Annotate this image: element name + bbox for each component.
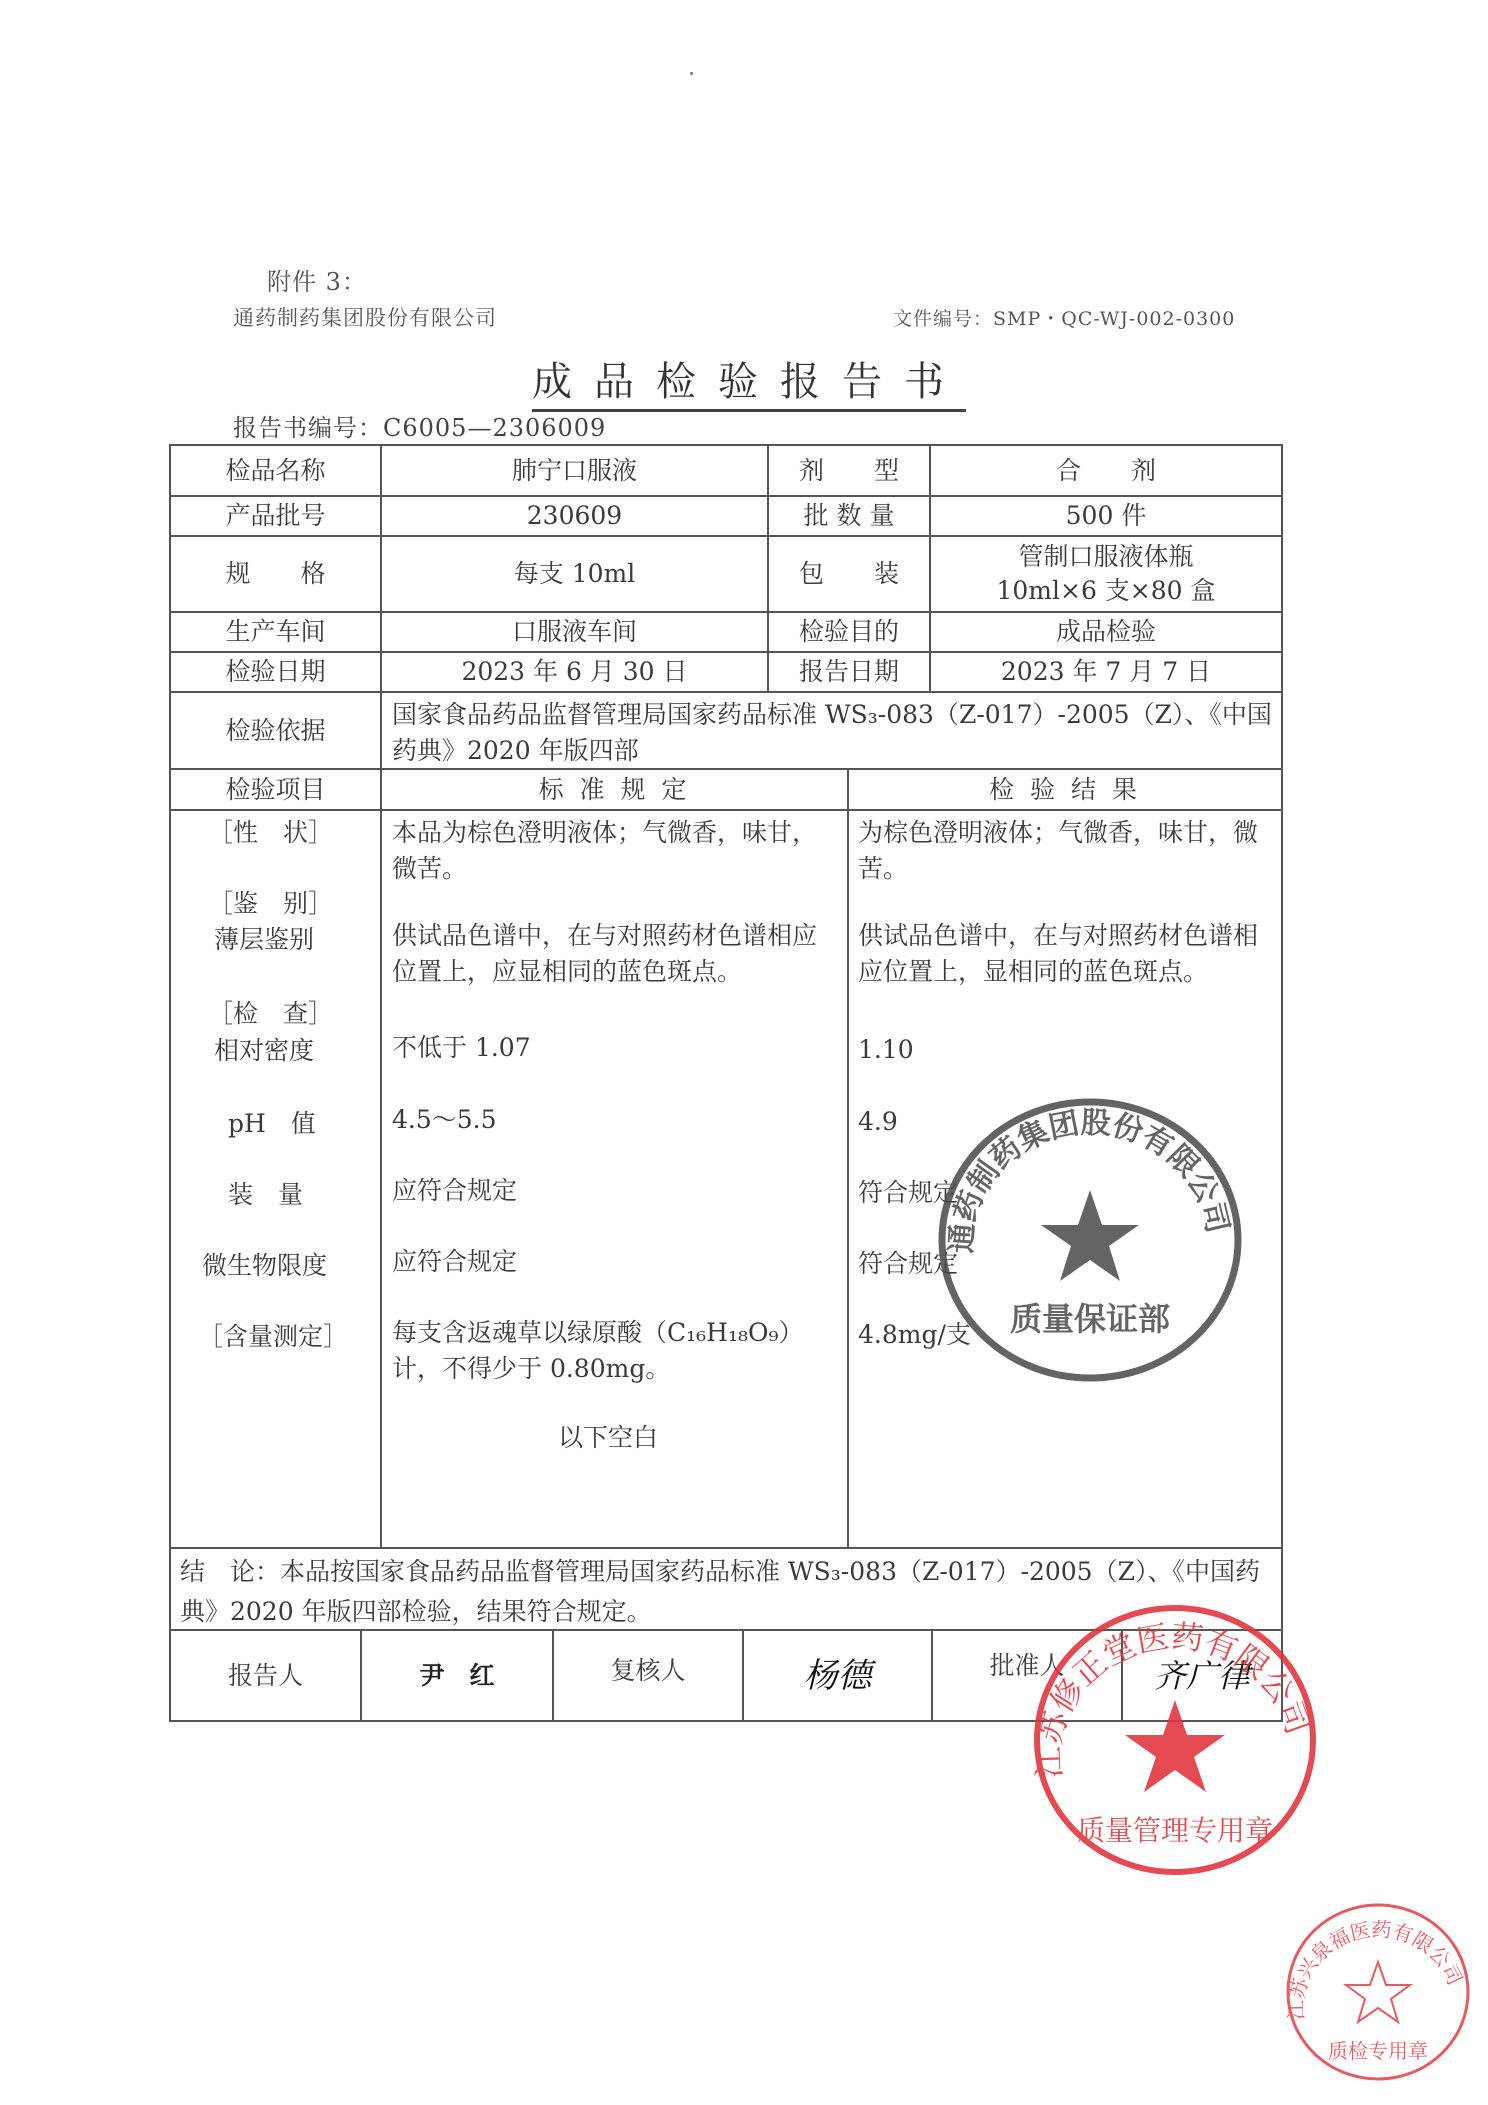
reviewer-signature: 杨德 — [803, 1655, 872, 1696]
test-standard: 本品为棕色澄明液体；气微香，味甘，微苦。 — [392, 818, 818, 883]
test-result: 供试品色谱中，在与对照药材色谱相应位置上，显相同的蓝色斑点。 — [858, 921, 1259, 986]
report-date-value: 2023 年 7 月 7 日 — [1000, 657, 1212, 686]
package-value — [931, 537, 1281, 611]
stamp-graphic — [1283, 1900, 1473, 2085]
row-divider — [169, 1547, 1283, 1549]
qc-stamp-center-text: 质检专用章 — [1328, 2039, 1428, 2063]
scan-speck — [690, 72, 693, 75]
spec-value: 每支 10ml — [513, 559, 636, 588]
attachment-label: 附件 3： — [267, 268, 367, 296]
document-title: 成品检验报告书 — [532, 350, 966, 412]
approver-signature: 齐广律 — [1153, 1656, 1250, 1695]
test-result: 4.9 — [858, 1107, 898, 1136]
test-item: pH 值 — [228, 1109, 316, 1138]
test-date-label: 检验日期 — [225, 657, 326, 686]
package-label: 包 装 — [798, 559, 899, 588]
test-standard: 每支含返魂草以绿原酸（C₁₆H₁₈O₉）计，不得少于 0.80mg。 — [392, 1318, 804, 1383]
test-item: ［含量测定］ — [198, 1322, 349, 1351]
test-result: 符合规定 — [858, 1178, 959, 1207]
qc-stamp-ring-text: 江苏兴泉福医药有限公司 — [1283, 1917, 1468, 2021]
col-header-item: 检验项目 — [225, 774, 326, 804]
qa-stamp-center-text: 质量保证部 — [1009, 1300, 1171, 1338]
test-standard: 供试品色谱中，在与对照药材色谱相应位置上，应显相同的蓝色斑点。 — [392, 921, 818, 986]
col-header-standard: 标 准 规 定 — [538, 774, 691, 804]
test-item-section: ［检 查］ — [208, 999, 334, 1028]
table-border-right — [1281, 444, 1283, 1722]
quality-management-stamp — [1030, 1600, 1320, 1880]
file-number: 文件编号：SMP・QC-WJ-002-0300 — [893, 308, 1236, 330]
test-result: 4.8mg/支 — [858, 1320, 971, 1349]
qm-stamp-center-text: 质量管理专用章 — [1076, 1814, 1274, 1847]
package-line1: 管制口服液体瓶 — [1018, 542, 1194, 571]
batch-qty-label: 批 数 量 — [803, 501, 895, 530]
qa-department-stamp — [935, 1095, 1245, 1385]
col-header-result: 检 验 结 果 — [989, 774, 1141, 804]
star-icon — [1346, 1962, 1410, 2022]
col-divider — [847, 768, 849, 1547]
reporter-signature: 尹 红 — [419, 1660, 495, 1690]
package-line2: 10ml×6 支×80 盒 — [996, 576, 1216, 605]
star-icon — [1125, 1700, 1225, 1792]
batch-no-value: 230609 — [526, 501, 623, 530]
report-number: 报告书编号：C6005—2306009 — [233, 414, 607, 442]
test-result: 为棕色澄明液体；气微香，味甘，微苦。 — [858, 818, 1259, 883]
basis-label: 检验依据 — [225, 715, 326, 745]
dosage-form-value: 合 剂 — [1055, 455, 1156, 485]
approver-label: 批准人 — [989, 1651, 1065, 1680]
test-item: 相对密度 — [214, 1036, 315, 1065]
basis-value: 国家食品药品监督管理局国家药品标准 WS₃-083（Z-017）-2005（Z）、《中国药典》2020 年版四部 — [392, 700, 1272, 765]
test-result: 1.10 — [858, 1035, 914, 1064]
workshop-label: 生产车间 — [225, 617, 326, 646]
test-item: 装 量 — [228, 1180, 304, 1209]
quality-check-stamp — [1283, 1900, 1473, 2085]
test-item: 薄层鉴别 — [214, 925, 315, 954]
qa-stamp-ring-text: 通药制药集团股份有限公司 — [944, 1105, 1235, 1255]
stamp-graphic — [935, 1095, 1245, 1385]
qm-stamp-ring-text: 江苏修正堂医药有限公司 — [1030, 1617, 1318, 1780]
batch-no-label: 产品批号 — [225, 501, 326, 530]
conclusion-text: 本品按国家食品药品监督管理局国家药品标准 WS₃-083（Z-017）-2005（Z）、《中国药典》2020 年版四部检验，结果符合规定。 — [180, 1557, 1260, 1626]
reporter-label: 报告人 — [227, 1660, 303, 1690]
stamp-graphic — [1030, 1600, 1320, 1880]
spec-label: 规 格 — [225, 559, 326, 588]
company-name: 通药制药集团股份有限公司 — [233, 306, 497, 330]
row-divider — [169, 809, 1283, 811]
test-standard: 应符合规定 — [392, 1247, 518, 1276]
batch-qty-value: 500 件 — [1065, 501, 1147, 530]
product-name-label: 检品名称 — [225, 455, 326, 485]
report-date-label: 报告日期 — [798, 657, 899, 686]
product-name-value: 肺宁口服液 — [511, 455, 637, 485]
test-item: 微生物限度 — [202, 1251, 328, 1280]
test-date-value: 2023 年 6 月 30 日 — [461, 657, 688, 686]
test-result: 符合规定 — [858, 1249, 959, 1278]
conclusion-label: 结 论： — [180, 1557, 281, 1586]
test-standard: 4.5～5.5 — [392, 1105, 497, 1134]
dosage-form-label: 剂 型 — [798, 455, 899, 485]
workshop-value: 口服液车间 — [511, 617, 637, 646]
purpose-label: 检验目的 — [798, 617, 899, 646]
test-standard: 不低于 1.07 — [392, 1033, 531, 1062]
purpose-value: 成品检验 — [1055, 617, 1156, 646]
test-item: ［性 状］ — [208, 818, 334, 847]
end-note: 以下空白 — [558, 1423, 659, 1452]
star-icon — [1041, 1190, 1139, 1281]
test-standard: 应符合规定 — [392, 1176, 518, 1205]
test-item-section: ［鉴 别］ — [208, 889, 334, 918]
reviewer-label: 复核人 — [610, 1656, 686, 1685]
